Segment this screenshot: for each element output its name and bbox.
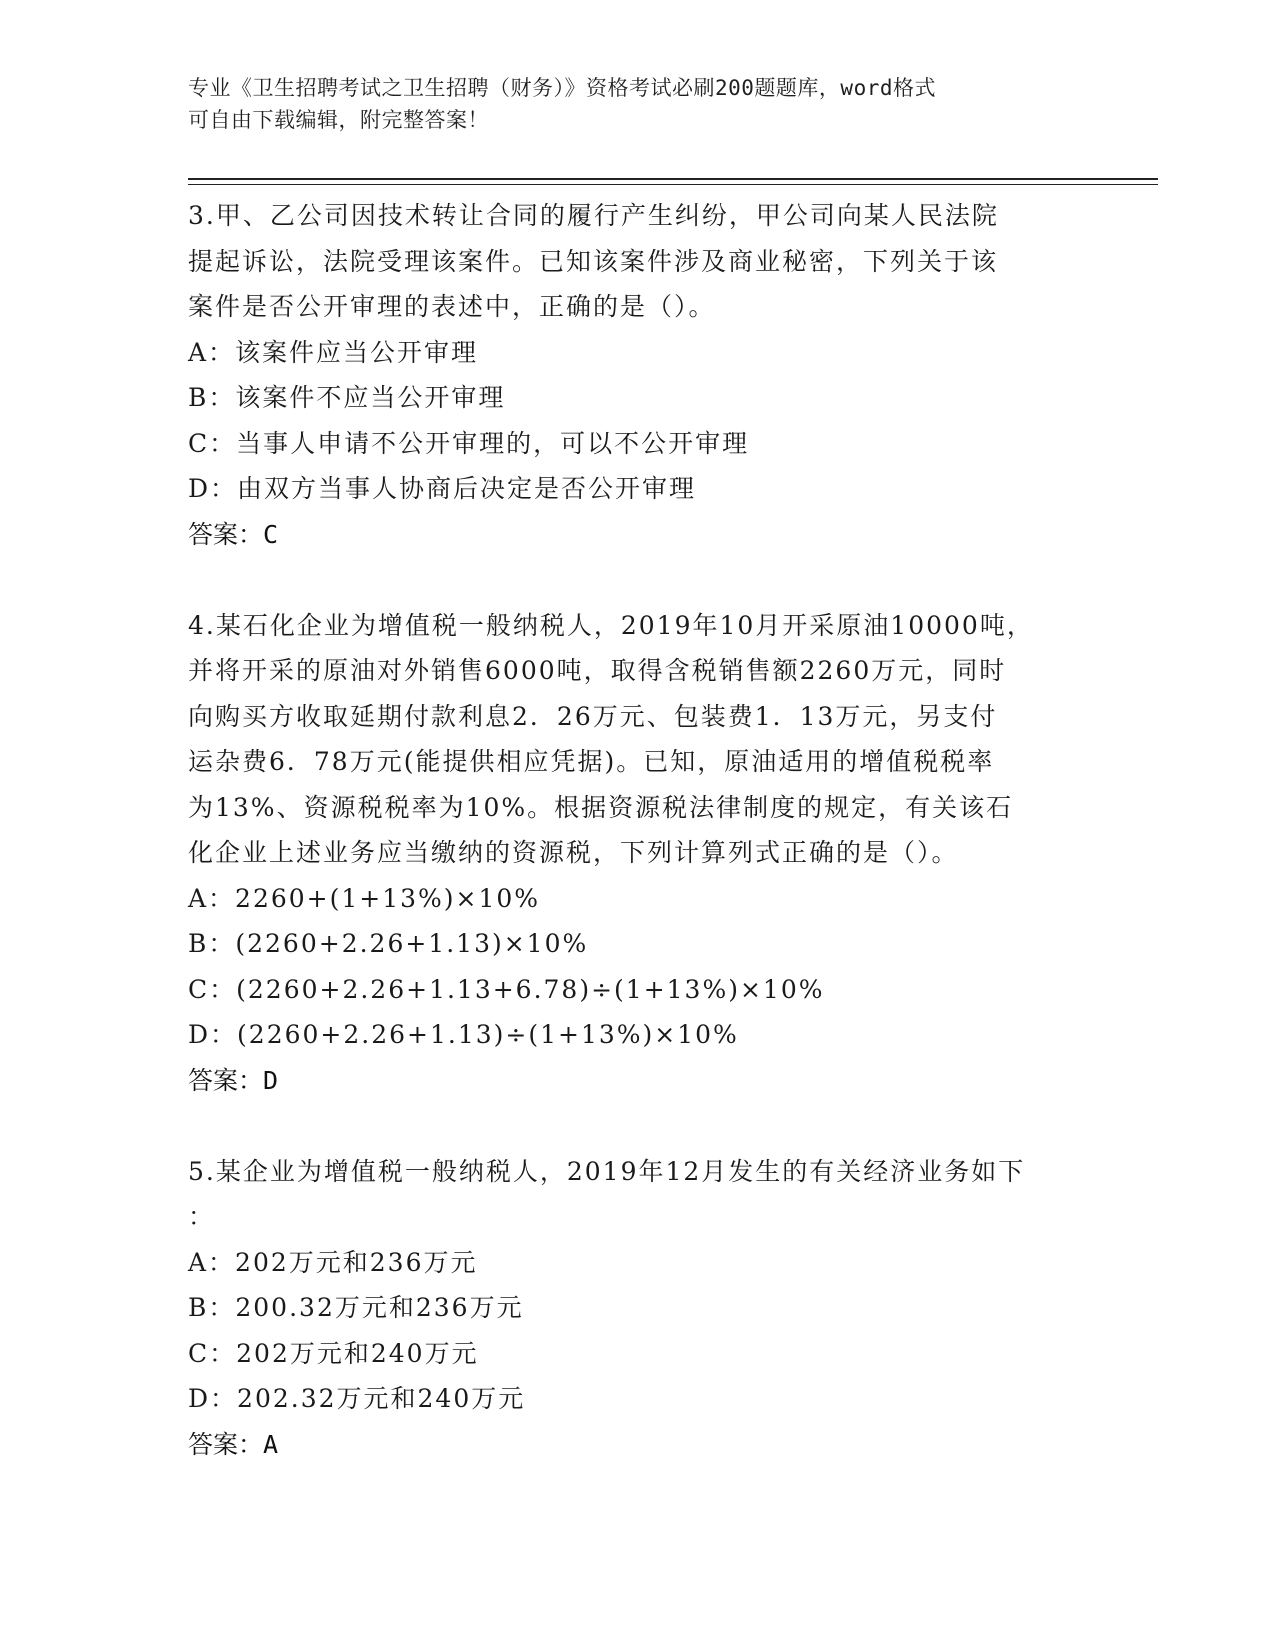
question-5 <box>188 1149 1088 1468</box>
question-stem-line: ： <box>188 1202 216 1231</box>
question-stem-line: 案件是否公开审理的表述中，正确的是（）。 <box>188 292 716 321</box>
question-stem <box>188 603 1088 876</box>
answer-value: D <box>263 1065 279 1095</box>
question-stem-line: 4.某石化企业为增值税一般纳税人，2019年10月开采原油10000吨， <box>188 610 1034 640</box>
option-a: A：202万元和236万元 <box>188 1247 478 1277</box>
question-stem-line: 向购买方收取延期付款利息2．26万元、包装费1．13万元，另支付 <box>188 701 998 731</box>
option-b: B：200.32万元和236万元 <box>188 1293 524 1322</box>
answer-value: C <box>263 519 279 549</box>
answer-line <box>188 1422 1088 1468</box>
question-stem-line: 化企业上述业务应当缴纳的资源税，下列计算列式正确的是（）。 <box>188 838 959 867</box>
question-stem-line: 5.某企业为增值税一般纳税人，2019年12月发生的有关经济业务如下 <box>188 1156 1026 1186</box>
header-divider-thin <box>188 184 1158 185</box>
header-divider <box>188 178 1158 180</box>
option-a: A：2260+(1+13%)×10% <box>188 883 541 913</box>
option-c: C：202万元和240万元 <box>188 1338 479 1368</box>
question-stem-line: 为13%、资源税税率为10%。根据资源税法律制度的规定，有关该石 <box>188 792 1014 822</box>
option-d: D：由双方当事人协商后决定是否公开审理 <box>188 474 697 503</box>
answer-label: 答案： <box>188 1429 264 1459</box>
option-d: D：202.32万元和240万元 <box>188 1384 526 1413</box>
answer-line <box>188 512 1088 558</box>
question-3 <box>188 193 1088 557</box>
option-b: B：(2260+2.26+1.13)×10% <box>188 929 589 958</box>
question-4 <box>188 603 1088 1104</box>
answer-line <box>188 1058 1088 1104</box>
question-stem <box>188 193 1088 330</box>
question-list <box>188 193 1088 1467</box>
option-c: C：当事人申请不公开审理的，可以不公开审理 <box>188 428 750 458</box>
option-c: C：(2260+2.26+1.13+6.78)÷(1+13%)×10% <box>188 974 825 1004</box>
question-spacer <box>188 1103 1088 1149</box>
question-stem-line: 3.甲、乙公司因技术转让合同的履行产生纠纷，甲公司向某人民法院 <box>188 201 999 230</box>
answer-label: 答案： <box>188 1065 264 1095</box>
document-header <box>188 72 1088 136</box>
question-spacer <box>188 557 1088 603</box>
question-stem-line: 提起诉讼，法院受理该案件。已知该案件涉及商业秘密，下列关于该 <box>188 246 999 276</box>
option-a: A：该案件应当公开审理 <box>188 337 479 367</box>
question-stem-line: 运杂费6．78万元(能提供相应凭据)。已知，原油适用的增值税税率 <box>188 747 995 776</box>
answer-label: 答案： <box>188 519 264 549</box>
header-title-line-2: 可自由下载编辑，附完整答案！ <box>188 108 489 132</box>
question-stem-line: 并将开采的原油对外销售6000吨，取得含税销售额2260万元，同时 <box>188 656 1007 685</box>
option-d: D：(2260+2.26+1.13)÷(1+13%)×10% <box>188 1020 739 1049</box>
header-title-line-1: 专业《卫生招聘考试之卫生招聘（财务）》资格考试必刷200题题库，word格式 <box>188 76 936 100</box>
question-stem <box>188 1149 1088 1240</box>
option-b: B：该案件不应当公开审理 <box>188 383 506 412</box>
answer-value: A <box>263 1429 279 1459</box>
